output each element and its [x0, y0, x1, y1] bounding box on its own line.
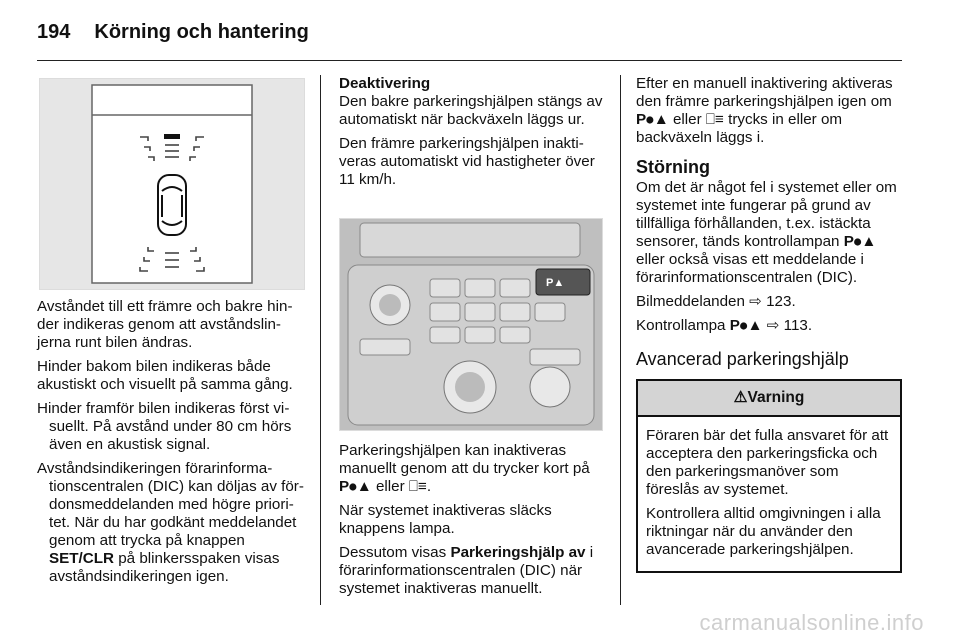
- warning-icon: ⚠: [733, 389, 748, 406]
- park-assist-off-label: Parkeringshjälp av: [450, 544, 586, 561]
- parking-display-illustration: [40, 79, 304, 289]
- column-divider-1: [320, 75, 321, 605]
- column-divider-2: [620, 75, 621, 605]
- or-text: eller: [371, 478, 409, 495]
- page-header: [37, 14, 309, 50]
- park-assist-icon: P⦁▲: [339, 478, 372, 495]
- column-right: [636, 75, 902, 573]
- column-middle: [339, 75, 607, 195]
- fault-text-a: Om det är något fel i systemet eller om systemet inte fungerar på grund av tillfälliga förhållanden, t.ex. istäckta sensorer, tänds kontrollampan: [636, 179, 897, 250]
- column-middle-lower: [339, 442, 607, 604]
- warning-box: [636, 379, 902, 573]
- dic-msg-text: Dessutom visas: [339, 544, 447, 561]
- paragraph-dic-message: [339, 544, 607, 598]
- page-number: 194: [37, 20, 71, 43]
- dashboard-panel-illustration: [340, 219, 602, 430]
- dic-tail: på blinkersspaken visas avståndsindikeringen igen.: [49, 550, 280, 585]
- heading-fault: Störning: [636, 157, 710, 177]
- warning-header: [638, 381, 900, 417]
- paragraph-fault: [636, 179, 902, 287]
- page-ref-113: ⇨ 113.: [762, 317, 813, 334]
- warning-paragraph-surroundings: Kontrollera alltid omgivningen i alla riktningar när du använder den avancerade parkeringshjälpen.: [646, 505, 881, 558]
- dashboard-panel-figure: [339, 218, 603, 431]
- park-assist-icon: P⦁▲: [636, 111, 669, 128]
- park-assist-icon: P⦁▲: [843, 233, 877, 250]
- column-left: [37, 298, 305, 592]
- paragraph-reactivation: [636, 75, 902, 147]
- fault-text-b: eller också visas ett meddelande i förarinformationscentralen (DIC).: [636, 251, 864, 286]
- manual-text: Parkeringshjälpen kan inaktiveras manuellt genom att du trycker kort på: [339, 442, 590, 477]
- reactivation-text-a: Efter en manuell inaktivering aktiveras den främre parkeringshjälpen igen om: [636, 75, 893, 110]
- period-text: .: [426, 478, 432, 495]
- paragraph-vehicle-messages: [636, 293, 902, 311]
- paragraph-rear-obstacles: Hinder bakom bilen indikeras både akustiskt och visuellt på samma gång.: [37, 358, 293, 393]
- paragraph-dic-hidden: [37, 460, 305, 586]
- reactivation-text-b: eller: [668, 111, 706, 128]
- page-title: Körning och hantering: [94, 20, 309, 43]
- advanced-park-assist-icon: ⎕≡: [705, 111, 724, 128]
- paragraph-rear-deactivation: Den bakre parkeringshjälpen stängs av automatiskt när backväxeln läggs ur.: [339, 93, 603, 128]
- park-assist-icon: P⦁▲: [729, 317, 763, 334]
- header-rule: [37, 60, 902, 61]
- parking-distance-display-figure: [39, 78, 305, 290]
- set-clr-label: SET/CLR: [49, 550, 114, 567]
- subheading-deactivation: Deaktivering: [339, 75, 431, 92]
- page-ref-123: ⇨ 123.: [749, 293, 796, 310]
- paragraph-manual-deactivation: [339, 442, 607, 496]
- dic-msg-tail: i förarinformationscentralen (DIC) när systemet inaktiveras manuellt.: [339, 544, 594, 597]
- control-lamp-text: Kontrollampa: [636, 317, 730, 334]
- svg-text:P▲: P▲: [546, 277, 565, 289]
- paragraph-distance: Avståndet till ett främre och bakre hinder indikeras genom att avståndslinjerna runt bilen ändras.: [37, 298, 293, 351]
- reactivation-text-c: trycks in eller om backväxeln läggs i.: [636, 111, 843, 146]
- watermark: carmanualsonline.info: [699, 610, 924, 635]
- paragraph-front-obstacles: Hinder framför bilen indikeras först visuellt. På avstånd under 80 cm hörs även en akustisk signal.: [37, 400, 292, 453]
- advanced-park-assist-icon: ⎕≡: [408, 478, 427, 495]
- warning-body: [638, 417, 900, 571]
- paragraph-lamp-off: När systemet inaktiveras släcks knappens lampa.: [339, 502, 552, 537]
- dic-text: Avståndsindikeringen förarinformationscentralen (DIC) kan döljas av fördonsmeddelanden med högre prioritet. När du har godkänt meddelandet genom att trycka på knappen: [37, 460, 304, 549]
- paragraph-control-lamp: [636, 317, 902, 335]
- warning-title: Varning: [747, 389, 805, 406]
- vehicle-messages-text: Bilmeddelanden: [636, 293, 750, 310]
- warning-paragraph-responsibility: Föraren bär det fulla ansvaret för att acceptera den parkeringsficka och den parkeringsmanöver som föreslås av systemet.: [646, 427, 889, 498]
- paragraph-front-deactivation: Den främre parkeringshjälpen inaktiveras automatiskt vid hastigheter över 11 km/h.: [339, 135, 595, 188]
- heading-advanced-park-assist: Avancerad parkeringshjälp: [636, 349, 849, 369]
